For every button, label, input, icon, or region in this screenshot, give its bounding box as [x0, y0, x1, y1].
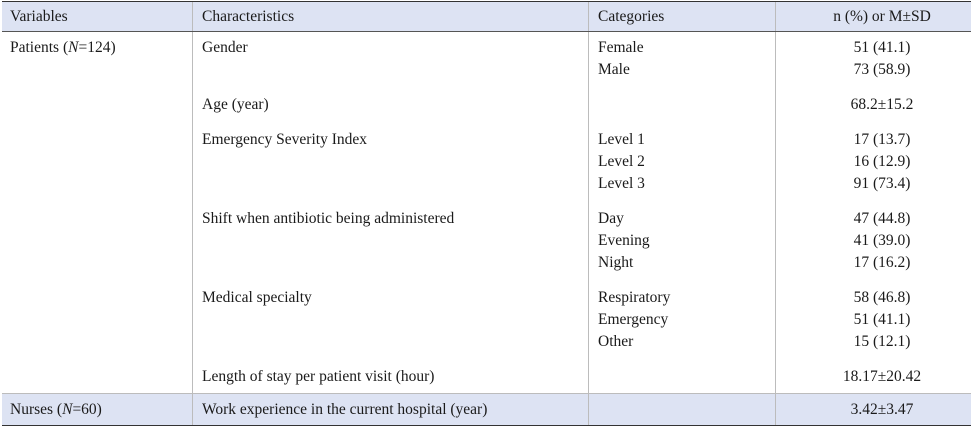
value-cell: 18.17±20.42: [842, 368, 922, 385]
category-label: Emergency: [598, 311, 669, 328]
patient-group: [2, 208, 971, 274]
category-label: Other: [598, 333, 634, 350]
value-cell: 51 (41.1): [853, 39, 911, 56]
characteristic-label: Length of stay per patient visit (hour): [202, 368, 435, 385]
category-label: Level 2: [598, 153, 645, 170]
characteristic-label: Shift when antibiotic being administered: [202, 210, 455, 227]
nurses-value: 3.42±3.47: [850, 401, 914, 418]
patient-group: [2, 129, 971, 195]
characteristics-table: [2, 1, 971, 426]
category-label: Respiratory: [598, 289, 671, 306]
value-cell: 47 (44.8): [853, 210, 911, 227]
characteristic-label: Medical specialty: [202, 289, 312, 306]
characteristic-label: Gender: [202, 39, 248, 56]
patient-group: [2, 94, 971, 116]
nurses-label-n: N: [62, 401, 73, 418]
value-cell: 91 (73.4): [853, 175, 911, 192]
nurses-category: [588, 394, 775, 425]
value-cell: 68.2±15.2: [850, 96, 914, 113]
patients-label-prefix: Patients (: [10, 39, 69, 56]
category-label: Female: [598, 39, 644, 56]
value-cell: 17 (16.2): [853, 254, 911, 271]
header-categories: Categories: [598, 8, 665, 25]
category-label: Day: [598, 210, 624, 227]
nurses-label-prefix: Nurses (: [10, 401, 63, 418]
category-label: Male: [598, 61, 630, 78]
patient-group: [2, 287, 971, 353]
nurses-label-suffix: =60): [72, 401, 102, 418]
nurses-row: [2, 393, 971, 425]
value-cell: 51 (41.1): [853, 311, 911, 328]
header-variables: Variables: [10, 8, 68, 25]
header-value: n (%) or M±SD: [833, 8, 931, 25]
category-label: [598, 94, 775, 116]
category-label: Level 1: [598, 131, 645, 148]
patients-label-n: N: [68, 39, 79, 56]
value-cell: 73 (58.9): [853, 61, 911, 78]
category-label: Night: [598, 254, 634, 271]
value-cell: 17 (13.7): [853, 131, 911, 148]
nurses-label: [2, 394, 192, 425]
patient-group: [2, 37, 971, 81]
category-label: Evening: [598, 232, 650, 249]
nurses-characteristic: Work experience in the current hospital (year): [202, 401, 488, 418]
header-characteristics: Characteristics: [202, 8, 295, 25]
patients-label-suffix: =124): [78, 39, 116, 56]
characteristic-label: Age (year): [202, 96, 269, 113]
patient-group: [2, 366, 971, 388]
patient-groups: [2, 37, 971, 388]
table-header: [2, 2, 971, 32]
characteristic-label: Emergency Severity Index: [202, 131, 367, 148]
value-cell: 58 (46.8): [853, 289, 911, 306]
category-label: [598, 366, 775, 388]
category-label: Level 3: [598, 175, 645, 192]
patients-section: [2, 32, 971, 393]
value-cell: 15 (12.1): [853, 333, 911, 350]
value-cell: 16 (12.9): [853, 153, 911, 170]
value-cell: 41 (39.0): [853, 232, 911, 249]
